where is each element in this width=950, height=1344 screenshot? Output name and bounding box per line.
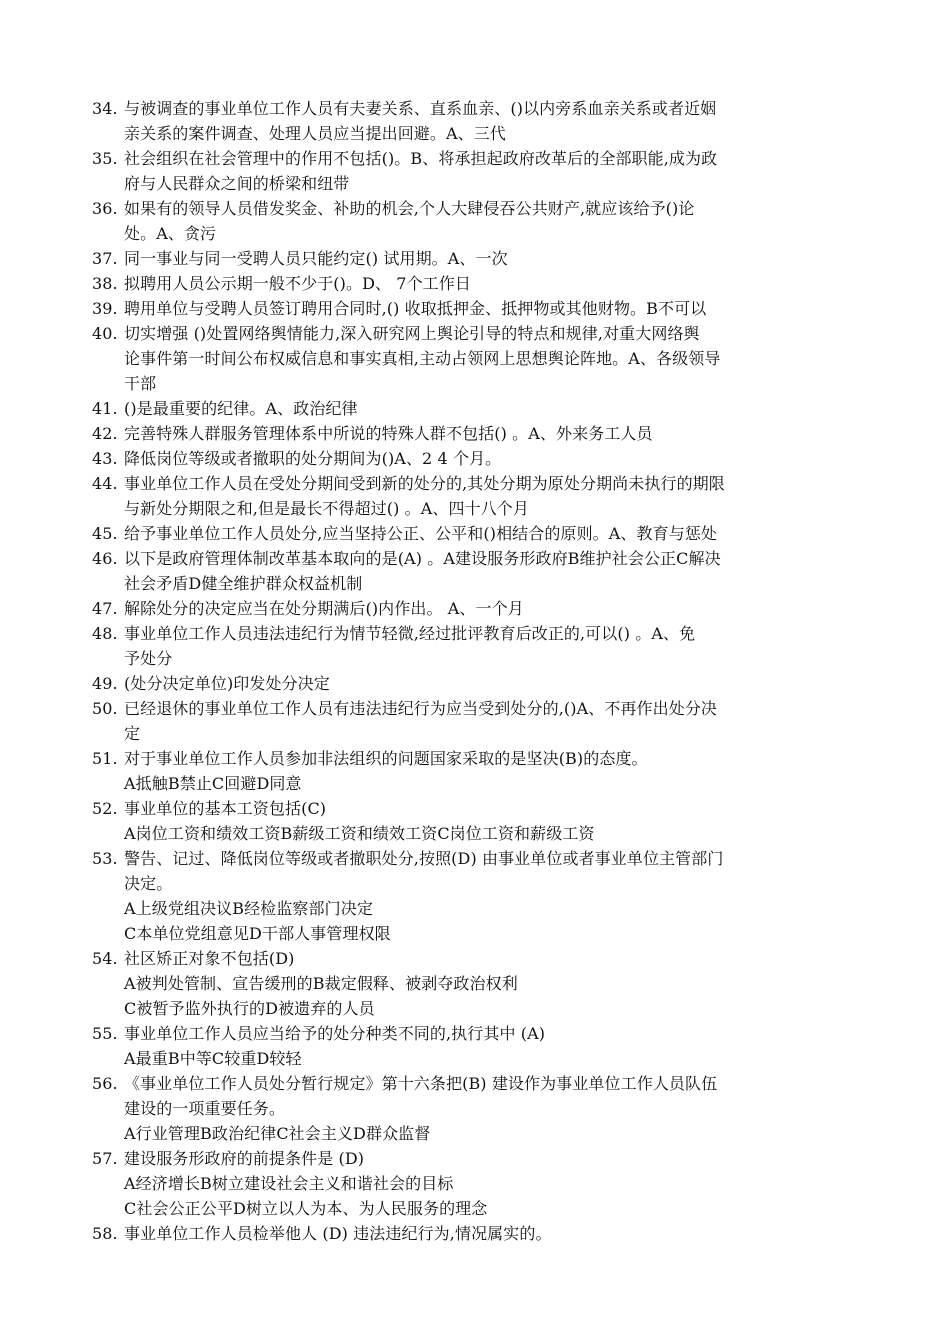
question-line: 事业单位工作人员应当给予的处分种类不同的,执行其中 (A)	[124, 1024, 546, 1043]
question-text	[124, 696, 862, 746]
question-text	[124, 96, 862, 146]
question-item	[92, 521, 862, 546]
question-number: 46.	[92, 549, 118, 568]
question-text	[124, 146, 862, 196]
question-number: 49.	[92, 674, 118, 693]
question-line: A抵触B禁止C回避D同意	[124, 774, 302, 793]
question-text	[124, 196, 862, 246]
question-line: 定	[124, 724, 141, 743]
question-line: 解除处分的决定应当在处分期满后()内作出。 A、一个月	[124, 599, 524, 618]
question-item	[92, 421, 862, 446]
question-number: 34.	[92, 99, 118, 118]
question-line: 社会组织在社会管理中的作用不包括()。B、将承担起政府改革后的全部职能,成为政	[124, 149, 718, 168]
question-line: 事业单位工作人员在受处分期间受到新的处分的,其处分期为原处分期尚未执行的期限	[124, 474, 725, 493]
question-line: 社会矛盾D健全维护群众权益机制	[124, 574, 363, 593]
question-line: 对于事业单位工作人员参加非法组织的问题国家采取的是坚决(B)的态度。	[124, 749, 648, 768]
question-line: 聘用单位与受聘人员签订聘用合同时,() 收取抵押金、抵押物或其他财物。B不可以	[124, 299, 707, 318]
question-line: A上级党组决议B经检监察部门决定	[124, 899, 373, 918]
question-item	[92, 1146, 862, 1221]
question-line: 论事件第一时间公布权威信息和事实真相,主动占领网上思想舆论阵地。A、各级领导	[124, 349, 721, 368]
question-line: A行业管理B政治纪律C社会主义D群众监督	[124, 1124, 431, 1143]
question-item	[92, 246, 862, 271]
question-line: 以下是政府管理体制改革基本取向的是(A) 。A建设服务形政府B维护社会公正C解决	[124, 549, 721, 568]
question-number: 51.	[92, 749, 118, 768]
question-item	[92, 796, 862, 846]
question-item	[92, 96, 862, 146]
question-number: 37.	[92, 249, 118, 268]
question-line: A被判处管制、宣告缓刑的B裁定假释、被剥夺政治权利	[124, 974, 518, 993]
question-number: 50.	[92, 699, 118, 718]
question-line: 处。A、贪污	[124, 224, 217, 243]
question-line: (处分决定单位)印发处分决定	[124, 674, 330, 693]
question-line: C社会公正公平D树立以人为本、为人民服务的理念	[124, 1199, 488, 1218]
question-number: 39.	[92, 299, 118, 318]
question-item	[92, 446, 862, 471]
question-text	[124, 1221, 862, 1246]
question-item	[92, 1071, 862, 1146]
question-line: 事业单位的基本工资包括(C)	[124, 799, 327, 818]
question-text	[124, 796, 862, 846]
question-text	[124, 546, 862, 596]
question-text	[124, 671, 862, 696]
question-item	[92, 596, 862, 621]
question-number: 58.	[92, 1224, 118, 1243]
question-line: 完善特殊人群服务管理体系中所说的特殊人群不包括() 。A、外来务工人员	[124, 424, 653, 443]
question-text	[124, 296, 862, 321]
question-number: 42.	[92, 424, 118, 443]
question-text	[124, 1071, 862, 1146]
question-text	[124, 596, 862, 621]
question-text	[124, 396, 862, 421]
question-line: 事业单位工作人员检举他人 (D) 违法违纪行为,情况属实的。	[124, 1224, 552, 1243]
question-line: 予处分	[124, 649, 173, 668]
question-line: 给予事业单位工作人员处分,应当坚持公正、公平和()相结合的原则。A、教育与惩处	[124, 524, 718, 543]
question-line: 降低岗位等级或者撤职的处分期间为()A、2 4 个月。	[124, 449, 502, 468]
question-text	[124, 846, 862, 946]
question-item	[92, 746, 862, 796]
question-line: 如果有的领导人员借发奖金、补助的机会,个人大肆侵吞公共财产,就应该给予()论	[124, 199, 695, 218]
question-item	[92, 846, 862, 946]
question-number: 45.	[92, 524, 118, 543]
question-item	[92, 196, 862, 246]
question-item	[92, 396, 862, 421]
question-line: 与被调查的事业单位工作人员有夫妻关系、直系血亲、()以内旁系血亲关系或者近姻	[124, 99, 717, 118]
question-line: 同一事业与同一受聘人员只能约定() 试用期。A、一次	[124, 249, 508, 268]
question-text	[124, 1021, 862, 1071]
question-line: 事业单位工作人员违法违纪行为情节轻微,经过批评教育后改正的,可以() 。A、免	[124, 624, 696, 643]
question-item	[92, 946, 862, 1021]
question-line: C本单位党组意见D干部人事管理权限	[124, 924, 391, 943]
question-text	[124, 746, 862, 796]
question-line: 府与人民群众之间的桥梁和纽带	[124, 174, 350, 193]
question-line: A最重B中等C较重D较轻	[124, 1049, 302, 1068]
question-item	[92, 271, 862, 296]
question-text	[124, 446, 862, 471]
question-line: 决定。	[124, 874, 173, 893]
question-text	[124, 946, 862, 1021]
question-line: 干部	[124, 374, 157, 393]
question-list	[92, 96, 862, 1246]
question-line: 亲关系的案件调查、处理人员应当提出回避。A、三代	[124, 124, 506, 143]
question-item	[92, 1021, 862, 1071]
question-line: 建设服务形政府的前提条件是 (D)	[124, 1149, 365, 1168]
question-line: 拟聘用人员公示期一般不少于()。D、 7个工作日	[124, 274, 471, 293]
question-line: 社区矫正对象不包括(D)	[124, 949, 295, 968]
question-text	[124, 321, 862, 396]
question-line: A经济增长B树立建设社会主义和谐社会的目标	[124, 1174, 454, 1193]
question-line: A岗位工资和绩效工资B薪级工资和绩效工资C岗位工资和薪级工资	[124, 824, 595, 843]
question-line: 已经退休的事业单位工作人员有违法违纪行为应当受到处分的,()A、不再作出处分决	[124, 699, 718, 718]
question-text	[124, 271, 862, 296]
question-line: 警告、记过、降低岗位等级或者撤职处分,按照(D) 由事业单位或者事业单位主管部门	[124, 849, 724, 868]
question-text	[124, 1146, 862, 1221]
question-item	[92, 546, 862, 596]
question-item	[92, 671, 862, 696]
question-number: 55.	[92, 1024, 118, 1043]
question-number: 36.	[92, 199, 118, 218]
question-item	[92, 621, 862, 671]
question-number: 57.	[92, 1149, 118, 1168]
question-number: 35.	[92, 149, 118, 168]
question-line: 切实增强 ()处置网络舆情能力,深入研究网上舆论引导的特点和规律,对重大网络舆	[124, 324, 700, 343]
question-line: 建设的一项重要任务。	[124, 1099, 286, 1118]
question-number: 48.	[92, 624, 118, 643]
question-item	[92, 296, 862, 321]
question-line: 与新处分期限之和,但是最长不得超过() 。A、四十八个月	[124, 499, 530, 518]
question-number: 40.	[92, 324, 118, 343]
question-number: 53.	[92, 849, 118, 868]
question-item	[92, 321, 862, 396]
question-number: 43.	[92, 449, 118, 468]
question-number: 41.	[92, 399, 118, 418]
question-number: 38.	[92, 274, 118, 293]
question-text	[124, 246, 862, 271]
question-item	[92, 1221, 862, 1246]
question-item	[92, 471, 862, 521]
question-text	[124, 471, 862, 521]
question-text	[124, 621, 862, 671]
question-number: 52.	[92, 799, 118, 818]
question-text	[124, 421, 862, 446]
question-number: 44.	[92, 474, 118, 493]
question-item	[92, 696, 862, 746]
question-line: C被暂予监外执行的D被遗弃的人员	[124, 999, 375, 1018]
question-text	[124, 521, 862, 546]
question-item	[92, 146, 862, 196]
question-line: ()是最重要的纪律。A、政治纪律	[124, 399, 358, 418]
question-number: 56.	[92, 1074, 118, 1093]
question-number: 47.	[92, 599, 118, 618]
question-number: 54.	[92, 949, 118, 968]
question-line: 《事业单位工作人员处分暂行规定》第十六条把(B) 建设作为事业单位工作人员队伍	[124, 1074, 718, 1093]
